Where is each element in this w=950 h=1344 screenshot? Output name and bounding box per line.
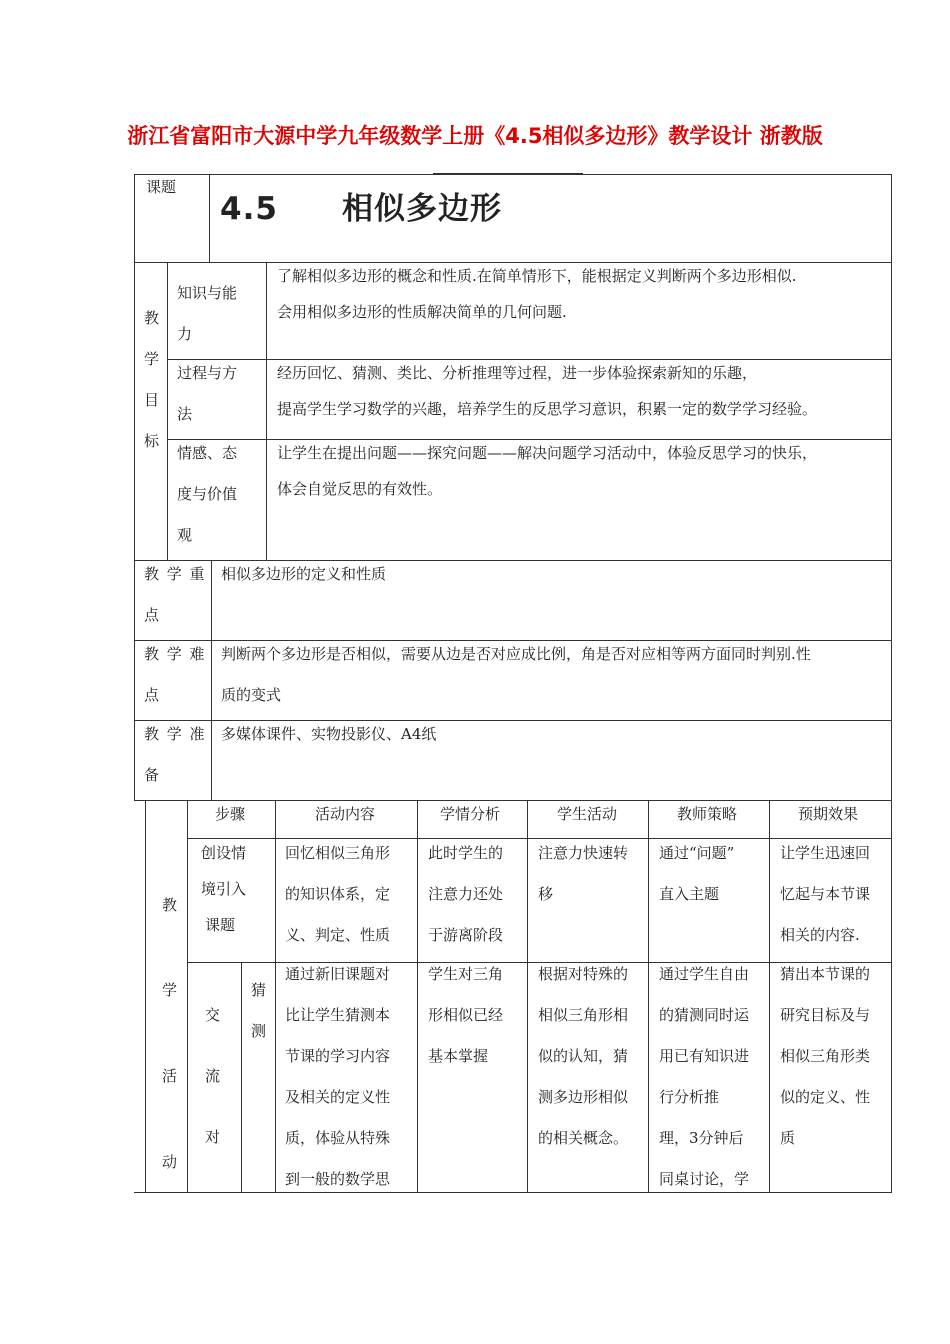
difficulty-content: 质的变式 bbox=[221, 686, 282, 704]
objective-process-label: 法 bbox=[177, 405, 193, 423]
key-point-content: 相似多边形的定义和性质 bbox=[221, 565, 387, 583]
row2-content: 到一般的数学思 bbox=[285, 1170, 391, 1188]
document-title: 浙江省富阳市大源中学九年级数学上册《4.5相似多边形》教学设计 浙教版 bbox=[127, 124, 823, 148]
row2-effect: 猜出本节课的 bbox=[780, 965, 871, 983]
lesson-label: 课题 bbox=[146, 178, 177, 196]
difficulty-label: 点 bbox=[144, 686, 160, 704]
row1-step: 境引入 bbox=[201, 880, 247, 898]
row2-step-char: 交 bbox=[205, 1006, 221, 1024]
header-analysis: 学情分析 bbox=[440, 805, 501, 823]
row1-analysis: 于游离阶段 bbox=[428, 926, 504, 944]
lesson-name: 相似多边形 bbox=[342, 191, 502, 227]
objectives-label-char: 目 bbox=[144, 391, 160, 409]
row2-content: 及相关的定义性 bbox=[285, 1088, 391, 1106]
row1-teacher: 通过“问题” bbox=[659, 844, 735, 862]
row2-student: 测多边形相似 bbox=[538, 1088, 629, 1106]
objective-knowledge-content: 会用相似多边形的性质解决简单的几何问题. bbox=[277, 303, 567, 321]
header-content: 活动内容 bbox=[315, 805, 376, 823]
row1-content: 的知识体系，定 bbox=[285, 885, 391, 903]
row2-content: 通过新旧课题对 bbox=[285, 965, 391, 983]
lesson-number: 4.5 bbox=[220, 191, 278, 227]
objective-process-content: 经历回忆、猜测、类比、分析推理等过程，进一步体验探索新知的乐趣， bbox=[277, 364, 758, 382]
row1-analysis: 此时学生的 bbox=[428, 844, 504, 862]
row1-effect: 让学生迅速回 bbox=[780, 844, 871, 862]
row1-student: 移 bbox=[538, 885, 554, 903]
difficulty-label: 教 学 难 bbox=[144, 645, 205, 663]
row1-content: 回忆相似三角形 bbox=[285, 844, 391, 862]
preparation-label: 教 学 准 bbox=[144, 725, 205, 743]
row1-effect: 忆起与本节课 bbox=[780, 885, 871, 903]
activities-side-char: 活 bbox=[162, 1067, 178, 1085]
activities-side-char: 教 bbox=[162, 896, 178, 914]
row2-effect: 研究目标及与 bbox=[780, 1006, 871, 1024]
row2-teacher: 通过学生自由 bbox=[659, 965, 750, 983]
objectives-label-char: 教 bbox=[144, 309, 160, 327]
row2-student: 相似三角形相 bbox=[538, 1006, 629, 1024]
row2-student: 根据对特殊的 bbox=[538, 965, 629, 983]
row2-teacher: 同桌讨论，学 bbox=[659, 1170, 750, 1188]
activities-side-char: 学 bbox=[162, 981, 178, 999]
row2-analysis: 基本掌握 bbox=[428, 1047, 489, 1065]
row2-effect: 似的定义、性 bbox=[780, 1088, 871, 1106]
row2-step-char: 流 bbox=[205, 1067, 221, 1085]
difficulty-content: 判断两个多边形是否相似，需要从边是否对应成比例，角是否对应相等两方面同时判别.性 bbox=[221, 645, 811, 663]
preparation-content: 多媒体课件、实物投影仪、A4纸 bbox=[221, 725, 437, 743]
row1-step: 课题 bbox=[205, 916, 236, 934]
row2-step-char: 对 bbox=[205, 1128, 221, 1146]
objective-process-content: 提高学生学习数学的兴趣，培养学生的反思学习意识，积累一定的数学学习经验。 bbox=[277, 400, 818, 418]
activities-side-char: 动 bbox=[162, 1153, 178, 1171]
lesson-heading bbox=[220, 183, 502, 228]
row1-step: 创设情 bbox=[201, 844, 247, 862]
row2-sub-char: 猜 bbox=[251, 981, 267, 999]
objective-process-label: 过程与方 bbox=[177, 364, 238, 382]
row2-student: 似的认知，猜 bbox=[538, 1047, 629, 1065]
row2-effect: 相似三角形类 bbox=[780, 1047, 871, 1065]
objective-attitude-label: 度与价值 bbox=[177, 485, 238, 503]
preparation-label: 备 bbox=[144, 766, 160, 784]
row2-content: 节课的学习内容 bbox=[285, 1047, 391, 1065]
row2-teacher: 行分析推 bbox=[659, 1088, 720, 1106]
row2-teacher: 的猜测同时运 bbox=[659, 1006, 750, 1024]
row2-teacher: 理，3分钟后 bbox=[659, 1129, 744, 1147]
objective-knowledge-label: 知识与能 bbox=[177, 284, 238, 302]
key-point-label: 教 学 重 bbox=[144, 565, 205, 583]
objective-knowledge-label: 力 bbox=[177, 325, 193, 343]
row2-student: 的相关概念。 bbox=[538, 1129, 629, 1147]
row2-analysis: 形相似已经 bbox=[428, 1006, 504, 1024]
objective-knowledge-content: 了解相似多边形的概念和性质.在简单情形下，能根据定义判断两个多边形相似. bbox=[277, 267, 797, 285]
objectives-label-char: 学 bbox=[144, 350, 160, 368]
header-teacher: 教师策略 bbox=[677, 805, 738, 823]
objective-attitude-content: 体会自觉反思的有效性。 bbox=[277, 480, 443, 498]
objectives-label-char: 标 bbox=[144, 432, 160, 450]
row2-content: 比让学生猜测本 bbox=[285, 1006, 391, 1024]
row2-analysis: 学生对三角 bbox=[428, 965, 504, 983]
objective-attitude-label: 情感、态 bbox=[177, 444, 238, 462]
header-effect: 预期效果 bbox=[798, 805, 859, 823]
row1-teacher: 直入主题 bbox=[659, 885, 720, 903]
row1-content: 义、判定、性质 bbox=[285, 926, 391, 944]
row1-student: 注意力快速转 bbox=[538, 844, 629, 862]
objective-attitude-label: 观 bbox=[177, 526, 193, 544]
objective-attitude-content: 让学生在提出问题——探究问题——解决问题学习活动中，体验反思学习的快乐， bbox=[277, 444, 818, 462]
header-student: 学生活动 bbox=[557, 805, 618, 823]
header-step: 步骤 bbox=[215, 805, 246, 823]
row1-analysis: 注意力还处 bbox=[428, 885, 504, 903]
row2-teacher: 用已有知识进 bbox=[659, 1047, 750, 1065]
key-point-label: 点 bbox=[144, 606, 160, 624]
row1-effect: 相关的内容. bbox=[780, 926, 860, 944]
row2-effect: 质 bbox=[780, 1129, 796, 1147]
row2-sub-char: 测 bbox=[251, 1022, 267, 1040]
row2-content: 质，体验从特殊 bbox=[285, 1129, 391, 1147]
